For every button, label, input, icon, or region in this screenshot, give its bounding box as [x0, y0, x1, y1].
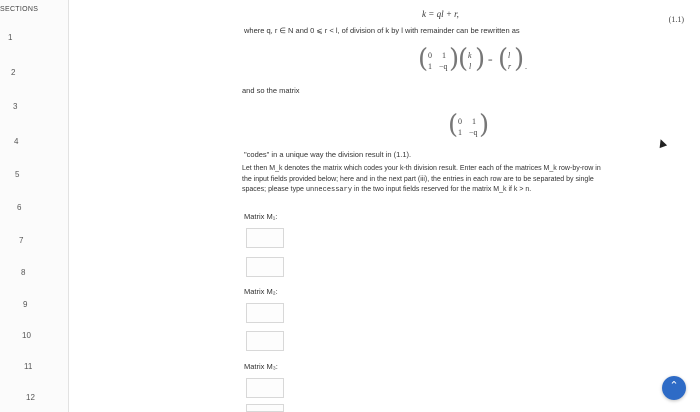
section-link-12[interactable]: 12: [26, 393, 35, 402]
section-link-2[interactable]: 2: [11, 68, 16, 77]
matrix-m3-row2-input[interactable]: [246, 404, 284, 412]
matrix-equation: ( 0 1 1 −q ) ( k l ) = ( l r ) .: [418, 44, 527, 74]
sidebar-title: SECTIONS: [0, 6, 39, 13]
section-link-3[interactable]: 3: [13, 102, 18, 111]
where-text: where q, r ∈ N and 0 ⩽ r < l, of division of k by l with remainder can be rewritten as: [244, 26, 520, 35]
instructions-line-1: Let then M_k denotes the matrix which codes your k-th division result. Enter each of the matrices M_k row-by-row in: [242, 165, 601, 172]
content-area: [68, 0, 700, 412]
section-link-6[interactable]: 6: [17, 203, 22, 212]
instructions-line-3: spaces; please type unnecessary in the two input fields reserved for the matrix M_k if k > n.: [242, 186, 532, 194]
matrix-m2-row2-input[interactable]: [246, 331, 284, 351]
section-link-7[interactable]: 7: [19, 236, 24, 245]
section-link-8[interactable]: 8: [21, 268, 26, 277]
chevron-up-icon: ⌃: [669, 379, 679, 392]
codes-text: "codes" in a unique way the division result in (1.1).: [244, 150, 412, 159]
sections-sidebar: [0, 0, 69, 412]
matrix-m1-row1-input[interactable]: [246, 228, 284, 248]
section-link-5[interactable]: 5: [15, 170, 20, 179]
matrix-m1-label: Matrix M₁:: [244, 212, 278, 221]
section-link-10[interactable]: 10: [22, 331, 31, 340]
instructions-line-2: the input fields provided below; here and in the next part (iii), the entries in each row are to be separated by single: [242, 175, 594, 183]
matrix-display: ( 0 1 1 −q ): [448, 110, 490, 140]
section-link-4[interactable]: 4: [14, 137, 19, 146]
matrix-m3-label: Matrix M₃:: [244, 362, 278, 371]
section-link-1[interactable]: 1: [8, 33, 13, 42]
matrix-m2-row1-input[interactable]: [246, 303, 284, 323]
scroll-to-top-button[interactable]: [662, 376, 686, 400]
equation-number: (1.1): [668, 15, 684, 24]
section-link-11[interactable]: 11: [24, 362, 33, 371]
and-so-text: and so the matrix: [242, 86, 300, 95]
matrix-m2-label: Matrix M₂:: [244, 287, 278, 296]
matrix-m1-row2-input[interactable]: [246, 257, 284, 277]
equation-kql: k = ql + r,: [422, 9, 459, 19]
unnecessary-keyword: unnecessary: [305, 186, 353, 194]
matrix-m3-row1-input[interactable]: [246, 378, 284, 398]
instructions-paragraph: [242, 164, 700, 196]
section-link-9[interactable]: 9: [23, 300, 28, 309]
